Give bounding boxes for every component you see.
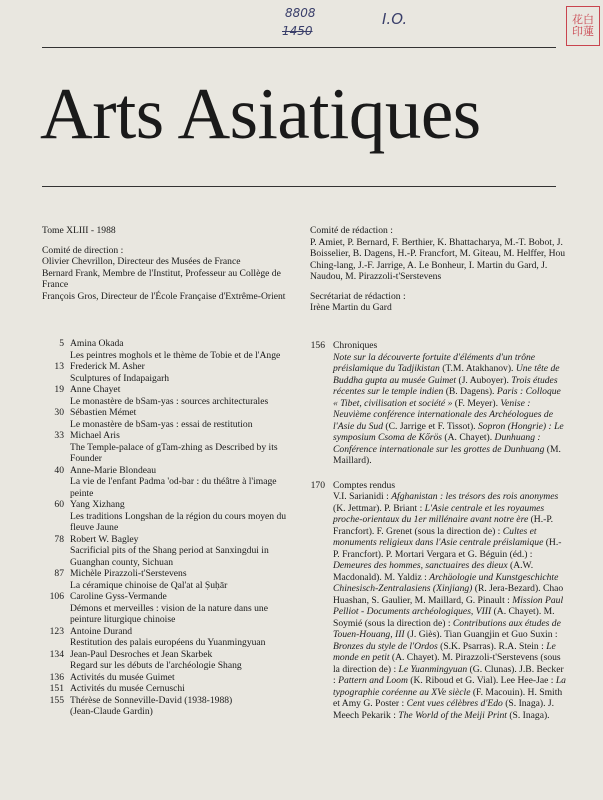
cited-title: Dunhuang : Conférence internationale sur les grottes de Dunhuang — [333, 432, 545, 455]
citation-text: (J. Giès). Tian Guangjin et Guo Suxin : — [404, 629, 558, 640]
entry-title: Regard sur les débuts de l'archéologie Shang — [70, 660, 242, 671]
cited-title: Mission Paul Pelliot - Documents archéologiques, VIII — [333, 594, 564, 617]
entry-author: Sébastien Mémet — [70, 407, 137, 418]
redaction-members: P. Amiet, P. Bernard, F. Berthier, K. Bhattacharya, M.-T. Bobot, J. Boisselier, B. Dagens, H.-P. Francfort, M. Giteau, M. Helffer, Hou Ching-lang, J.-F. Jarrige, A. Le Bonheur, I. Martin du Gard, J. Naudou, M. Pirazzoli-t'Serstevens — [310, 236, 566, 282]
entry-title: Restitution des palais européens du Yuanmingyuan — [70, 637, 266, 648]
toc-entry — [42, 534, 297, 569]
cited-title: La typographie coréenne au XVe siècle — [333, 675, 566, 698]
citation-text: V.I. Sarianidi : — [333, 491, 392, 502]
page-number: 123 — [49, 625, 64, 637]
cited-title: L'Asie centrale et les royaumes proche-orientaux du 1er millénaire avant notre ère — [333, 502, 545, 525]
entry-author: Antoine Durand — [70, 625, 133, 637]
cited-title: Demeures des hommes, sanctuaires des dieux — [333, 560, 508, 571]
entry-title: Démons et merveilles : vision de la nature dans une peinture liturgique chinoise — [70, 602, 268, 625]
page-number: 30 — [54, 407, 64, 418]
comptes-section — [305, 480, 567, 722]
citation-text: (F. Macouin). H. Smith et Amy G. Poster : — [333, 686, 563, 709]
chroniques-section — [305, 340, 567, 467]
citation-text: (C. Jarrige et F. Tissot). — [383, 420, 478, 432]
page-number: 170 — [310, 479, 325, 491]
toc-entry — [42, 407, 297, 430]
entry-title: Sculptures of Indapaigarh — [70, 372, 170, 384]
page-number: 13 — [54, 361, 64, 372]
top-rule — [42, 47, 556, 48]
toc-entry — [42, 649, 297, 672]
cited-title: Venise : Neuvième conférence internationale des Archéologues de l'Asie du Sud — [333, 397, 553, 432]
handwritten-note: 1450 — [282, 24, 313, 38]
handwritten-note: 8808 — [285, 6, 316, 20]
entry-author: Caroline Gyss-Vermande — [70, 591, 167, 602]
toc-entry — [42, 430, 297, 465]
entry-author: Amina Okada — [70, 338, 124, 349]
citation-text: (T.M. Atakhanov). — [439, 363, 516, 374]
entry-author: Robert W. Bagley — [70, 533, 139, 545]
citation-text: (K. Riboud et G. Vial). Lee Hee-Jae : — [407, 675, 556, 686]
entry-author: Yang Xizhang — [70, 499, 125, 510]
page-number: 136 — [49, 671, 64, 683]
toc-entry — [42, 683, 297, 695]
page-number: 40 — [54, 464, 64, 476]
citation-text: (S. Inaga). — [506, 709, 550, 721]
table-of-contents-left — [42, 338, 297, 718]
citation-text: (A. Chayet). M. Soymié (sous la direction de) : — [333, 606, 555, 629]
citation-text: (S.K. Psarras). R.A. Stein : — [437, 640, 547, 652]
cited-title: Une tête de Buddha gupta au musée Guimet — [333, 363, 560, 386]
entry-title: La vie de l'enfant Padma 'od-bar : du théâtre à l'image peinte — [70, 476, 277, 499]
cited-title: Bronzes du style de l'Ordos — [333, 640, 438, 652]
citation-text: (G. Clunas). J.B. Becker : — [333, 663, 564, 686]
citation-text: (H.-P. Francfort). P. Mortari Vergara et G. Béguin (éd.) : — [333, 537, 562, 560]
page-number: 87 — [54, 568, 64, 579]
page-number: 156 — [310, 340, 325, 351]
page-number: 155 — [49, 694, 64, 706]
entry-author: Thérèse de Sonneville-David (1938-1988) — [70, 694, 233, 706]
chroniques-text — [333, 352, 567, 467]
citation-text: (K. Jettmar). P. Briant : — [333, 502, 425, 514]
page-number: 151 — [49, 683, 64, 694]
page-number: 5 — [59, 338, 64, 349]
journal-title: Arts Asiatiques — [40, 73, 481, 154]
direction-member: Olivier Chevrillon, Directeur des Musées de France — [42, 256, 241, 267]
direction-member: François Gros, Directeur de l'École Française d'Extrême-Orient — [42, 290, 286, 302]
cited-title: Contributions aux études de Touen-Houang, III — [333, 617, 561, 640]
entry-author: Activités du musée Guimet — [70, 671, 175, 683]
citation-text: (M. Maillard). — [333, 443, 561, 466]
cited-title: Archäologie und Kunstgeschichte Chinesisch-Zentralasiens (Xinjiang) — [333, 571, 559, 594]
tome-label: Tome XLIII - 1988 — [42, 225, 116, 236]
section-heading: Chroniques — [333, 340, 378, 351]
page-number: 33 — [54, 430, 64, 441]
entry-title: Les peintres moghols et le thème de Tobie et de l'Ange — [70, 349, 281, 361]
citation-text: (H.-P. Francfort). F. Grenet (sous la direction de) : — [333, 514, 553, 537]
masthead-left — [42, 225, 292, 302]
comptes-text — [333, 491, 567, 721]
entry-author: Activités du musée Cernuschi — [70, 683, 185, 694]
citation-text: (J. Auboyer). — [456, 374, 512, 386]
citation-text: (A. Chayet). — [442, 432, 495, 443]
page-number: 19 — [54, 384, 64, 395]
toc-entry — [42, 465, 297, 500]
direction-member: Bernard Frank, Membre de l'Institut, Professeur au Collège de France — [42, 267, 281, 290]
entry-author: Frederick M. Asher — [70, 361, 145, 372]
cited-title: Trois études récentes sur le temple indien — [333, 374, 558, 397]
entry-title: Le monastère de bSam-yas : sources architecturales — [70, 395, 269, 407]
citation-text: (A.W. Macdonald). M. Yaldiz : — [333, 560, 534, 583]
toc-entry — [42, 672, 297, 684]
secretariat-heading: Secrétariat de rédaction : — [310, 290, 406, 302]
cited-title: Cultes et monuments religieux dans l'Asie centrale préislamique — [333, 525, 544, 548]
toc-entry — [42, 384, 297, 407]
toc-entry — [42, 499, 297, 534]
page-number: 60 — [54, 499, 64, 510]
redaction-heading: Comité de rédaction : — [310, 225, 393, 236]
cited-title: Paris : Colloque « Tibet, civilisation et société » — [333, 386, 561, 409]
cited-title: Pattern and Loom — [338, 675, 408, 686]
entry-title: Les traditions Longshan de la région du cours moyen du fleuve Jaune — [70, 510, 287, 533]
cited-title: Le monde en petit — [333, 640, 556, 663]
citation-text: (B. Dagens). — [443, 386, 497, 397]
toc-entry — [42, 626, 297, 649]
cited-title: Le Yuanmingyuan — [398, 663, 468, 675]
entry-author: Anne Chayet — [70, 384, 121, 395]
entry-title: Sacrificial pits of the Shang period at Sanxingdui in Guanghan county, Sichuan — [70, 545, 269, 568]
toc-entry — [42, 338, 297, 361]
page-number: 78 — [54, 533, 64, 545]
masthead-right — [310, 225, 570, 314]
toc-entry — [42, 568, 297, 591]
direction-heading: Comité de direction : — [42, 244, 124, 256]
section-heading: Comptes rendus — [333, 479, 396, 491]
entry-author: Michael Aris — [70, 430, 120, 441]
cited-title: Note sur la découverte fortuite d'éléments d'un trône préislamique du Tadjikistan — [333, 351, 536, 374]
entry-author: Michèle Pirazzoli-t'Serstevens — [70, 568, 187, 579]
entry-author: Anne-Marie Blondeau — [70, 464, 157, 476]
citation-text: (S. Inaga). J. Meech Pekarik : — [333, 698, 554, 721]
citation-text: (R. Jera-Bezard). Chao Huashan, S. Gaulier, M. Maillard, G. Pinault : — [333, 583, 564, 606]
page-number: 106 — [49, 591, 64, 602]
secretariat-name: Irène Martin du Gard — [310, 302, 392, 313]
entry-author: Jean-Paul Desroches et Jean Skarbek — [70, 648, 213, 660]
entry-title: Le monastère de bSam-yas : essai de restitution — [70, 418, 253, 430]
entry-title: The Temple-palace of gTam-zhing as Described by its Founder — [70, 441, 278, 464]
cited-title: The World of the Meiji Print — [398, 709, 507, 721]
toc-entry — [42, 591, 297, 626]
toc-entry — [42, 695, 297, 718]
cited-title: Sopron (Hongrie) : Le symposium Csoma de Kőrös — [333, 420, 564, 443]
citation-text: (F. Meyer). — [452, 397, 501, 409]
title-rule — [42, 186, 556, 187]
cited-title: Afghanistan : les trésors des rois anonymes — [391, 491, 559, 502]
citation-text: (A. Chayet). M. Pirazzoli-t'Serstevens (sous la direction de) : — [333, 652, 561, 675]
toc-entry — [42, 361, 297, 384]
red-seal-stamp: 花白 印蓮 — [566, 6, 600, 46]
handwritten-note: I.O. — [382, 10, 408, 28]
table-of-contents-right — [305, 340, 567, 734]
page-number: 134 — [49, 648, 64, 660]
entry-title: (Jean-Claude Gardin) — [70, 706, 153, 717]
cited-title: Cent vues célèbres d'Edo — [406, 698, 503, 709]
entry-title: La céramique chinoise de Qal'at al Ṣuḥār — [70, 579, 228, 591]
